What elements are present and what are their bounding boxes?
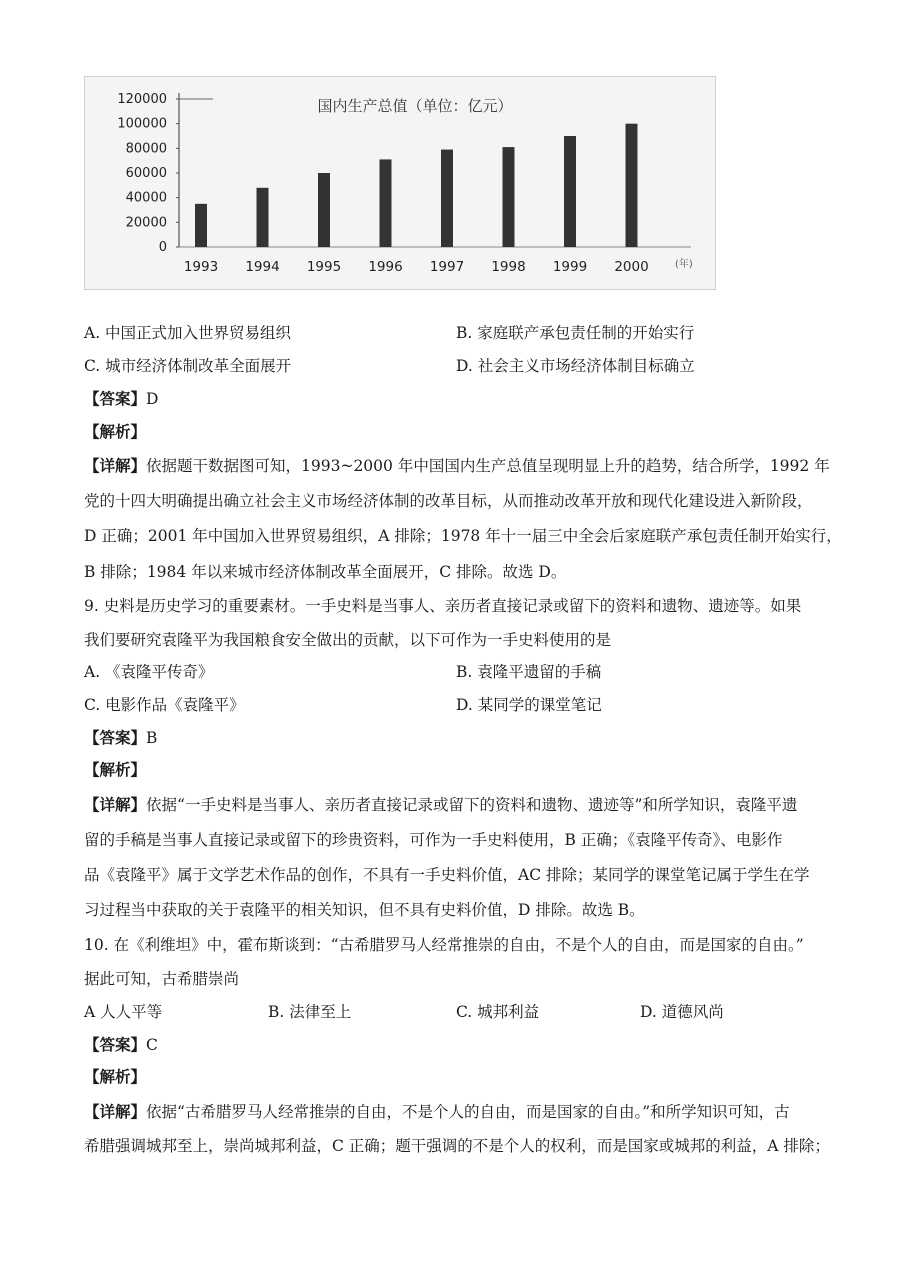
q10-option-c: C. 城邦利益 [456, 1003, 540, 1021]
q10-option-d: D. 道德风尚 [640, 1003, 724, 1021]
answer-tag: 【答案】 [84, 1035, 147, 1054]
bar-1995 [318, 173, 330, 247]
q9-stem-line-2: 我们要研究袁隆平为我国粮食安全做出的贡献，以下可作为一手史料使用的是 [84, 631, 612, 649]
answer-value: B [146, 729, 158, 747]
detail-text: 依据题干数据图可知，1993~2000 年中国国内生产总值呈现明显上升的趋势，结合所学，1992 年 [146, 457, 830, 475]
answer-tag: 【答案】 [84, 728, 147, 747]
x-unit-label: (年) [675, 259, 693, 270]
answer-value: D [146, 390, 159, 408]
y-tick-label: 100000 [117, 116, 167, 132]
q9-option-b: B. 袁隆平遗留的手稿 [456, 663, 602, 681]
q9-stem-line-1: 9. 史料是历史学习的重要素材。一手史料是当事人、亲历者直接记录或留下的资料和遗物、遗迹等。如果 [84, 597, 802, 615]
q10-option-b: B. 法律至上 [268, 1003, 352, 1021]
q8-option-c: C. 城市经济体制改革全面展开 [84, 357, 292, 375]
bar-1996 [380, 159, 392, 247]
y-tick-label: 80000 [125, 141, 167, 157]
y-tick-label: 40000 [125, 190, 167, 206]
q8-analysis-tag: 【解析】 [84, 422, 147, 441]
bar-1999 [564, 136, 576, 247]
detail-tag: 【详解】 [84, 795, 147, 814]
chart-title: 国内生产总值（单位：亿元） [317, 97, 513, 115]
answer-tag: 【答案】 [84, 389, 147, 408]
detail-text: 依据“古希腊罗马人经常推崇的自由，不是个人的自由，而是国家的自由。”和所学知识可知，古 [146, 1103, 790, 1121]
answer-value: C [146, 1036, 158, 1054]
q9-option-a: A. 《袁隆平传奇》 [84, 663, 214, 681]
detail-text: 依据“一手史料是当事人、亲历者直接记录或留下的资料和遗物、遗迹等”和所学知识，袁隆平遗 [146, 796, 798, 814]
chart-svg [85, 77, 715, 289]
q10-option-a: A 人人平等 [84, 1003, 163, 1021]
q10-detail-line-1 [84, 1101, 790, 1123]
q8-detail-line-4: B 排除；1984 年以来城市经济体制改革全面展开，C 排除。故选 D。 [84, 563, 567, 581]
q8-option-a: A. 中国正式加入世界贸易组织 [84, 324, 292, 342]
q8-option-d: D. 社会主义市场经济体制目标确立 [456, 357, 695, 375]
y-tick-label: 0 [158, 240, 167, 255]
q8-answer [84, 388, 158, 410]
x-tick-label: 1998 [491, 259, 526, 275]
gdp-bar-chart [84, 76, 716, 290]
x-tick-label: 1996 [368, 259, 403, 275]
x-tick-label: 1993 [183, 259, 219, 275]
x-tick-label: 1999 [552, 259, 588, 275]
q10-stem-line-2: 据此可知，古希腊崇尚 [84, 970, 240, 988]
y-tick-label: 20000 [125, 215, 167, 231]
x-tick-label: 1994 [245, 259, 280, 275]
bar-2000 [626, 124, 638, 247]
q10-answer [84, 1034, 158, 1056]
y-tick-label: 120000 [117, 92, 167, 107]
detail-tag: 【详解】 [84, 456, 147, 475]
bar-1993 [195, 204, 207, 247]
q8-detail-line-3: D 正确；2001 年中国加入世界贸易组织，A 排除；1978 年十一届三中全会后家庭联产承包责任制开始实行， [84, 527, 842, 545]
detail-tag: 【详解】 [84, 1102, 147, 1121]
x-tick-label: 1997 [429, 259, 465, 275]
bar-1998 [503, 147, 515, 247]
q9-detail-line-1 [84, 794, 797, 816]
q9-option-d: D. 某同学的课堂笔记 [456, 696, 602, 714]
q8-option-b: B. 家庭联产承包责任制的开始实行 [456, 324, 695, 342]
x-tick-label: 1995 [306, 259, 342, 275]
q10-detail-line-2: 希腊强调城邦至上，崇尚城邦利益，C 正确；题干强调的不是个人的权利，而是国家或城邦的利益，A 排除； [84, 1137, 830, 1155]
q8-detail-line-2: 党的十四大明确提出确立社会主义市场经济体制的改革目标，从而推动改革开放和现代化建设进入新阶段， [84, 492, 813, 510]
q9-option-c: C. 电影作品《袁隆平》 [84, 696, 245, 714]
q9-detail-line-4: 习过程当中获取的关于袁隆平的相关知识，但不具有史料价值，D 排除。故选 B。 [84, 901, 645, 919]
bar-1997 [441, 150, 453, 247]
q9-detail-line-2: 留的手稿是当事人直接记录或留下的珍贵资料，可作为一手史料使用，B 正确；《袁隆平传奇》、电影作 [84, 831, 783, 849]
q10-stem-line-1: 10. 在《利维坦》中，霍布斯谈到：“古希腊罗马人经常推崇的自由，不是个人的自由，而是国家的自由。” [84, 936, 804, 954]
x-tick-label: 2000 [614, 259, 649, 275]
q9-analysis-tag: 【解析】 [84, 760, 147, 779]
bar-1994 [257, 188, 269, 247]
q9-detail-line-3: 品《袁隆平》属于文学艺术作品的创作，不具有一手史料价值，AC 排除；某同学的课堂笔记属于学生在学 [84, 866, 810, 884]
q10-analysis-tag: 【解析】 [84, 1067, 147, 1086]
q9-answer [84, 727, 157, 749]
y-tick-label: 60000 [125, 166, 167, 181]
q8-detail-line-1 [84, 455, 830, 477]
